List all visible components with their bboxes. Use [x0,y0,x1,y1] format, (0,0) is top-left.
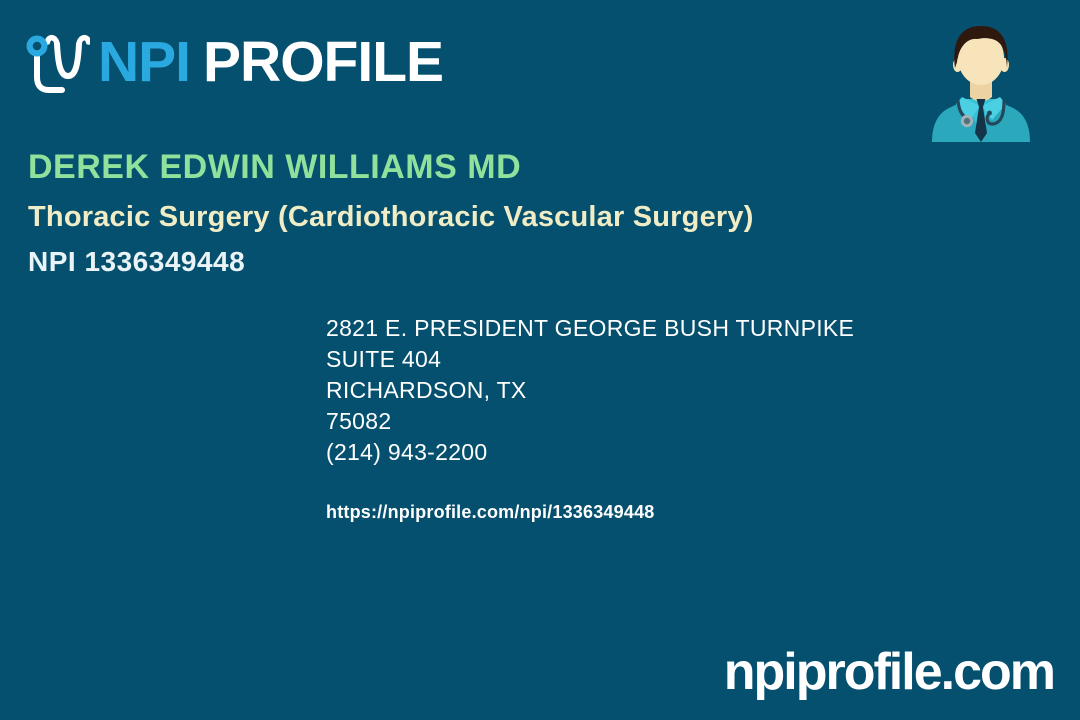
brand-wordmark [98,31,443,93]
doctor-avatar-icon [929,20,1033,142]
provider-npi-number: NPI 1336349448 [28,246,246,277]
profile-url-link[interactable]: https://npiprofile.com/npi/1336349448 [326,502,655,522]
brand-logo [26,28,443,96]
address-block [326,313,854,468]
phone-number: (214) 943-2200 [326,439,488,465]
address-city-state: RICHARDSON, TX [326,377,527,403]
provider-name: DEREK EDWIN WILLIAMS MD [28,148,522,186]
address-street: 2821 E. PRESIDENT GEORGE BUSH TURNPIKE [326,315,855,341]
brand-wordmark-npi: NPI [98,30,191,94]
footer-website: npiprofile.com [723,643,1054,701]
address-suite: SUITE 404 [326,346,442,372]
address-zip: 75082 [326,408,392,434]
brand-wordmark-profile: PROFILE [203,30,444,94]
provider-specialty: Thoracic Surgery (Cardiothoracic Vascular Surgery) [28,201,754,233]
doctor-avatar [929,20,1033,142]
stethoscope-icon [26,33,90,95]
